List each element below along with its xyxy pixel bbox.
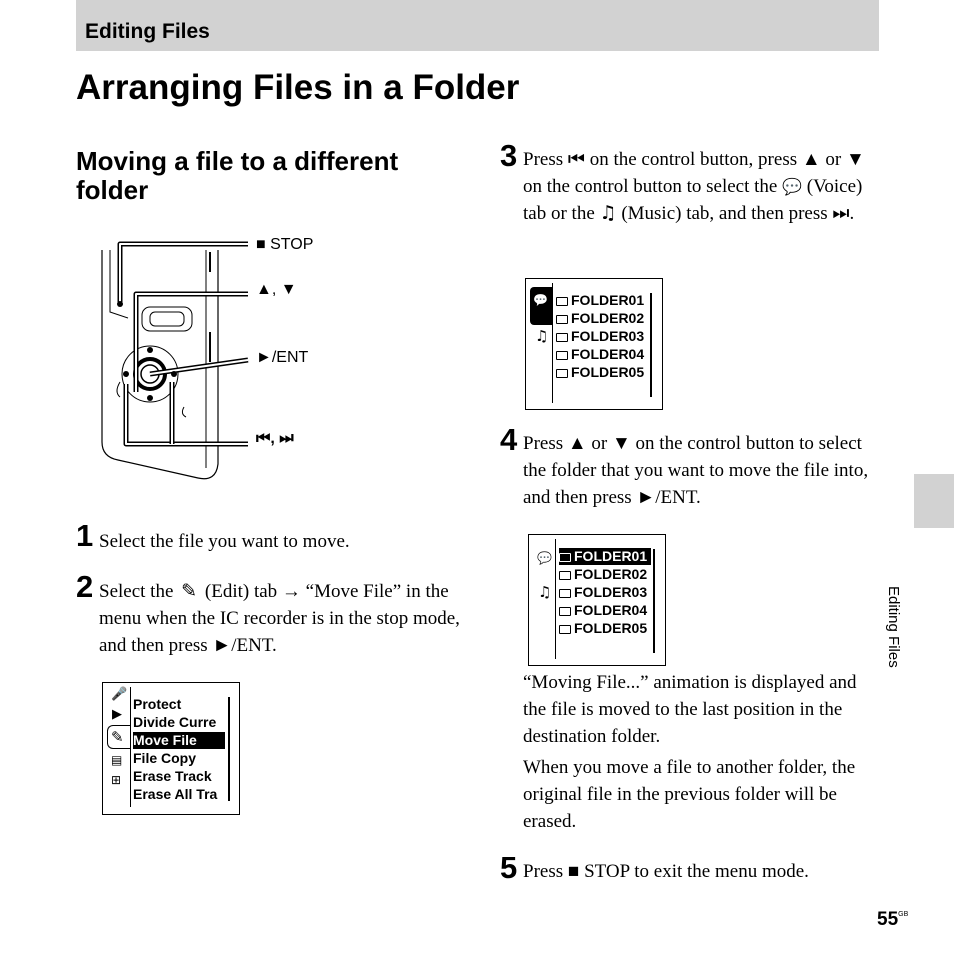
label-stop: ■ STOP [256, 236, 314, 253]
menu-item: Erase Track [133, 768, 212, 784]
folder-row: FOLDER03 [559, 584, 647, 601]
menu-item: Erase All Tra [133, 786, 218, 802]
folder-icon [559, 571, 571, 580]
folder-row: FOLDER01 [556, 292, 644, 309]
step-5-text: Press ■ STOP to exit the menu mode. [523, 861, 809, 882]
folder-screen-b [528, 534, 666, 666]
folder-icon [559, 589, 571, 598]
step-4-number: 4 [500, 422, 518, 457]
folder-icon [559, 553, 571, 562]
section-header-bar [76, 0, 879, 51]
edit-icon: ✎ [111, 728, 124, 746]
menu-item-selected: Move File [133, 732, 225, 749]
folder-icon [556, 315, 568, 324]
page-title: Arranging Files in a Folder [76, 68, 520, 107]
folder-row: FOLDER02 [559, 566, 647, 583]
folder-icon [556, 351, 568, 360]
label-play-ent: ►/ENT [256, 349, 309, 366]
folder-row: FOLDER03 [556, 328, 644, 345]
play-icon: ▶ [112, 707, 122, 722]
step-5-number: 5 [500, 850, 518, 885]
music-tab-icon: ♫ [538, 583, 552, 601]
step-3-text: Press ⏮ on the control button, press ▲ or ▼ on the control button to select the 💬 (Voice) tab or the ♫ (Music) tab, and then press ⏭. [523, 149, 865, 224]
scrollbar [653, 549, 661, 653]
menu-screen [102, 682, 240, 815]
folder-icon [556, 297, 568, 306]
subsection-title: Moving a file to a different folder [76, 146, 399, 205]
menu-item: File Copy [133, 750, 197, 766]
note-moving-animation: “Moving File...” animation is displayed and the file is moved to the last position in the destination folder. [523, 672, 857, 747]
step-4-text: Press ▲ or ▼ on the control button to select the folder that you want to move the file into, and then press ►/ENT. [523, 433, 869, 508]
note-original-erased: When you move a file to another folder, the original file in the previous folder will be erased. [523, 757, 856, 832]
folder-row: FOLDER05 [559, 620, 647, 637]
label-skip: ⏮, ⏭ [256, 430, 294, 447]
voice-tab-icon: 💬 [782, 177, 803, 196]
scrollbar [228, 697, 236, 801]
folder-row-selected: FOLDER01 [559, 548, 651, 565]
folder-icon [556, 333, 568, 342]
voice-tab-icon: 💬 [533, 293, 548, 307]
page-number: $55^{GB}$ [877, 909, 909, 930]
folder-screen-a [525, 278, 663, 410]
folder-icon [559, 607, 571, 616]
step-2-text: Select the ✎ (Edit) tab → “Move File” in the menu when the IC recorder is in the stop mode, and then press ►/ENT. [99, 580, 460, 656]
display-icon: ▤ [111, 753, 123, 767]
step-3-number: 3 [500, 138, 518, 173]
folder-row: FOLDER02 [556, 310, 644, 327]
folder-row: FOLDER04 [556, 346, 644, 363]
side-label: Editing Files [885, 586, 902, 668]
folder-icon [559, 625, 571, 634]
step-2-number: 2 [76, 569, 94, 604]
voice-tab-icon: 💬 [537, 551, 552, 565]
menu-item: Protect [133, 696, 182, 712]
scrollbar [650, 293, 658, 397]
step-1-text: Select the file you want to move. [99, 531, 350, 552]
recorder-diagram [98, 232, 268, 492]
label-up-down: ▲, ▼ [256, 281, 297, 298]
folder-row: FOLDER04 [559, 602, 647, 619]
side-thumb-tab [914, 474, 954, 528]
voice-mic-icon: 🎤 [111, 687, 128, 702]
folder-icon [556, 369, 568, 378]
music-tab-icon: ♫ [535, 327, 549, 345]
section-label: Editing Files [85, 20, 210, 43]
edit-icon: ✎ [181, 580, 198, 602]
music-tab-icon: ♫ [599, 202, 617, 224]
folder-row: FOLDER05 [556, 364, 644, 381]
menu-item: Divide Curre [133, 714, 217, 730]
step-1-number: 1 [76, 518, 94, 553]
toolbox-icon: ⊞ [111, 773, 122, 787]
